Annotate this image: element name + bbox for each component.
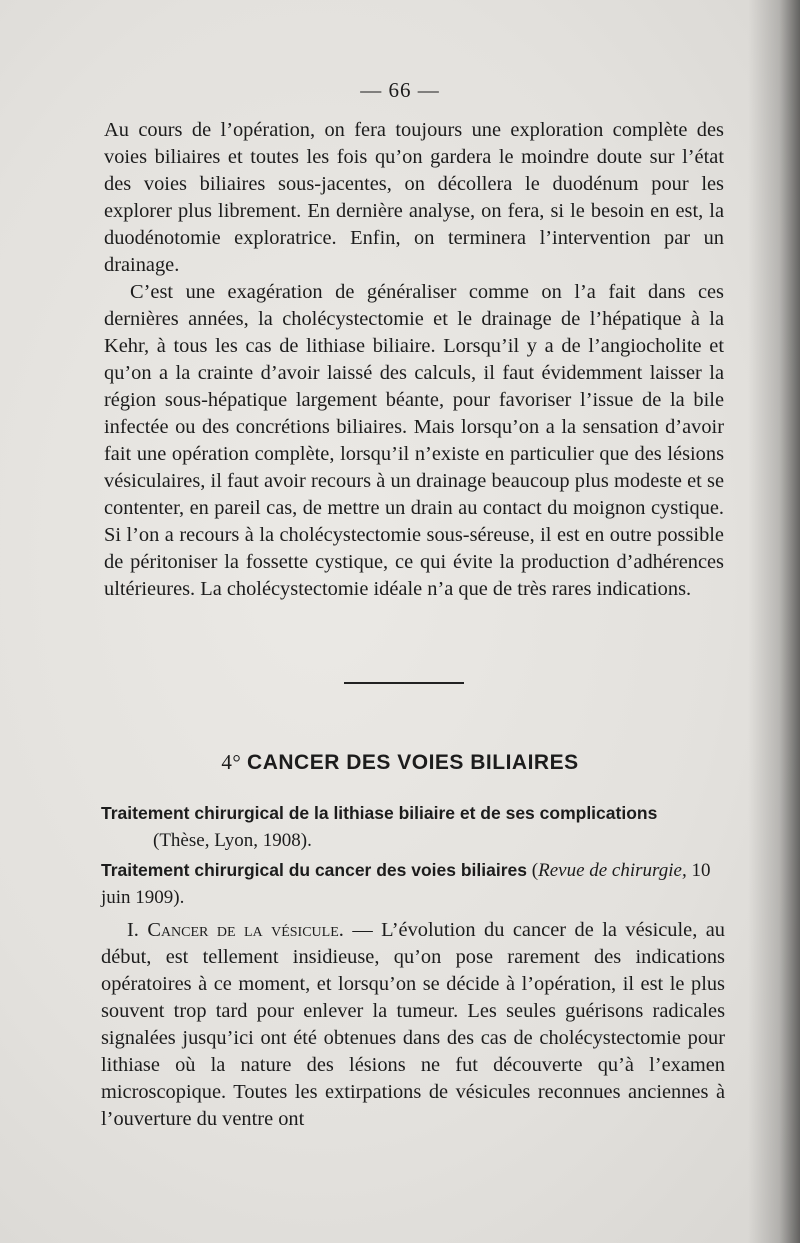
page-edge-shadow [748,0,800,1243]
reference-1 [101,800,721,854]
section-heading [0,750,800,775]
subsection-text: — L’évolution du cancer de la vésicule, au début, est tellement insidieuse, qu’on pose rarement des indications opératoires à ce moment, et lorsqu’on se décide à l’opération, il est le plus souvent trop tard pour enlever la tumeur. Les seules guérisons radicales signalées jusqu’ici ont été obtenues dans des cas de cholécystectomie pour lithiase où la nature des lésions ne fut découverte qu’à l’examen microscopique. Toutes les extirpations de vésicules reconnues anciennes à l’ouverture du ventre ont [101,919,725,1130]
reference-2-journal: Revue de chirurgie, [538,860,687,881]
section-title: CANCER DES VOIES BILIAIRES [247,751,579,774]
section-divider [344,682,464,684]
reference-2-open: ( [527,860,539,881]
subsection-heading: I. Cancer de la vésicule. [127,919,344,941]
reference-2-date: 10 juin 1909). [101,860,711,908]
section-number: 4° [221,750,242,774]
page-number: — 66 — [360,78,440,102]
paragraph-drainage: C’est une exagération de généraliser comme on l’a fait dans ces dernières années, la cholécystectomie et le drainage de l’hépatique à la Kehr, à tous les cas de lithiase biliaire. Lorsqu’il y a de l’angiocholite et qu’on a la crainte d’avoir laissé des calculs, il faut évidemment laisser la région sous-hépatique largement béante, pour favoriser l’issue de la bile infectée ou des concrétions biliaires. Mais lorsqu’on a la sensation d’avoir fait une opération complète, lorsqu’il n’existe en particulier que des lésions vésiculaires, il faut avoir recours à un drainage beaucoup plus modeste et se contenter, en pareil cas, de mettre un drain au contact du moignon cystique. Si l’on a recours à la cholécystectomie sous-séreuse, il est en outre possible de péritoniser la fossette cystique, ce qui évite la production d’adhérences ultérieures. La cholécystectomie idéale n’a que de très rares indications. [104,281,724,600]
paragraph-cancer-vesicule [101,917,725,1133]
paragraph-exploration: Au cours de l’opération, on fera toujours une exploration complète des voies biliaires et toutes les fois qu’on gardera le moindre doute sur l’état des voies biliaires sous-jacentes, on décollera le duodénum pour les explorer plus librement. En dernière analyse, on fera, si le besoin en est, la duodénotomie exploratrice. Enfin, on terminera l’intervention par un drainage. [104,119,724,276]
reference-2-title: Traitement chirurgical du cancer des voies biliaires [101,860,528,880]
reference-2 [101,857,721,911]
reference-1-title: Traitement chirurgical de la lithiase biliaire et de ses complications [101,803,658,823]
reference-1-source: (Thèse, Lyon, 1908). [153,830,312,851]
